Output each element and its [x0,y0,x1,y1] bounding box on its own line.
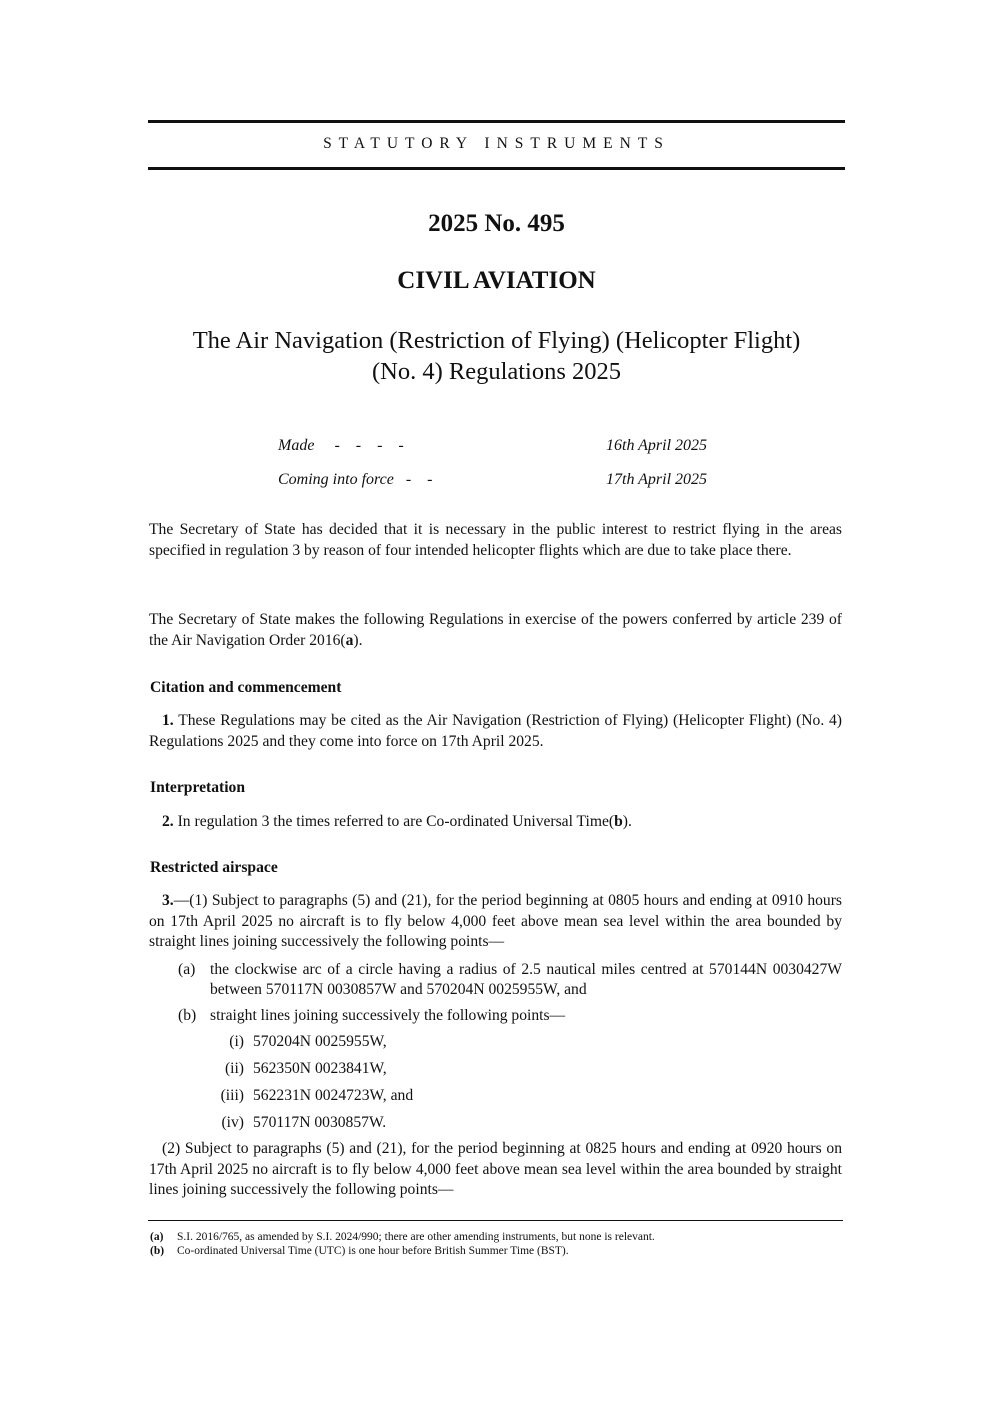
made-dashes: - - - - [334,437,404,454]
regulation-1: 1. These Regulations may be cited as the Air Navigation (Restriction of Flying) (Helicopter Flight) (No. 4) Regulations 2025 and they come into force on 17th April 2025. [149,712,842,750]
regulation-3-paragraph-1: 3.—(1) Subject to paragraphs (5) and (21), for the period beginning at 0805 hours and ending at 0910 hours on 17th April 2025 no aircraft is to fly below 4,000 feet above mean sea level within the area bounded by straight lines joining successively the following points— [149,892,842,950]
title-line-2: (No. 4) Regulations 2025 [371,358,622,385]
force-label: Coming into force - - [278,471,433,488]
instrument-subject: CIVIL AVIATION [397,267,596,294]
regulation-1-number: 1. [162,712,174,729]
made-label: Made - - - - [278,437,404,454]
preamble-paragraph-1: The Secretary of State has decided that it is necessary in the public interest to restrict flying in the areas specified in regulation 3 by reason of four intended helicopter flights which are due to take place there. [149,521,842,559]
item-a [178,960,842,1000]
title-line-1: The Air Navigation (Restriction of Flying) (Helicopter Flight) [192,327,801,354]
footnote-a: (a) S.I. 2016/765, as amended by S.I. 2024/990; there are other amending instruments, but none is relevant. [150,1231,655,1243]
header-top-rule [148,120,845,123]
regulation-2: 2. In regulation 3 the times referred to are Co-ordinated Universal Time(b). [162,813,632,830]
footnote-b: (b) Co-ordinated Universal Time (UTC) is one hour before British Summer Time (BST). [150,1245,569,1257]
regulation-2-number: 2. [162,813,174,830]
regulation-3-paragraph-2: (2) Subject to paragraphs (5) and (21), for the period beginning at 0825 hours and ending at 0920 hours on 17th April 2025 no aircraft is to fly below 4,000 feet above mean sea level within the area bounded by straight lines joining successively the following points— [149,1140,842,1198]
restricted-heading: Restricted airspace [150,859,278,876]
point-ii: (ii) 562350N 0023841W, [224,1060,387,1077]
instrument-title [148,325,845,387]
item-b-label: (b) [178,1007,197,1024]
point-i: (i) 570204N 0025955W, [229,1033,387,1050]
footnote-ref-a[interactable]: a [345,631,354,649]
item-b-text: straight lines joining successively the following points— [210,1007,566,1024]
made-date: 16th April 2025 [606,437,708,454]
item-a-label: (a) [178,961,196,978]
footnote-a-label: (a) [150,1231,164,1243]
force-date: 17th April 2025 [606,471,708,488]
point-iii: (iii) 562231N 0024723W, and [220,1087,414,1104]
series-header: STATUTORY INSTRUMENTS [323,135,670,152]
preamble-paragraph-2: The Secretary of State makes the following Regulations in exercise of the powers conferred by article 239 of the Air Navigation Order 2016(a). [149,611,842,649]
footnote-ref-b[interactable]: b [614,813,623,830]
citation-heading: Citation and commencement [150,679,342,696]
regulation-3-number: 3. [162,892,174,909]
instrument-number: 2025 No. 495 [428,210,565,237]
item-b [178,1006,842,1026]
force-dashes: - - [405,471,433,488]
header-bottom-rule [148,167,845,170]
footnote-b-label: (b) [150,1245,165,1257]
interpretation-heading: Interpretation [150,779,245,796]
item-a-text: the clockwise arc of a circle having a radius of 2.5 nautical miles centred at 570144N 0030427W between 570117N 0030857W and 570204N 0025955W, and [210,961,842,998]
footnote-rule [148,1220,843,1221]
point-iv: (iv) 570117N 0030857W. [221,1114,387,1131]
